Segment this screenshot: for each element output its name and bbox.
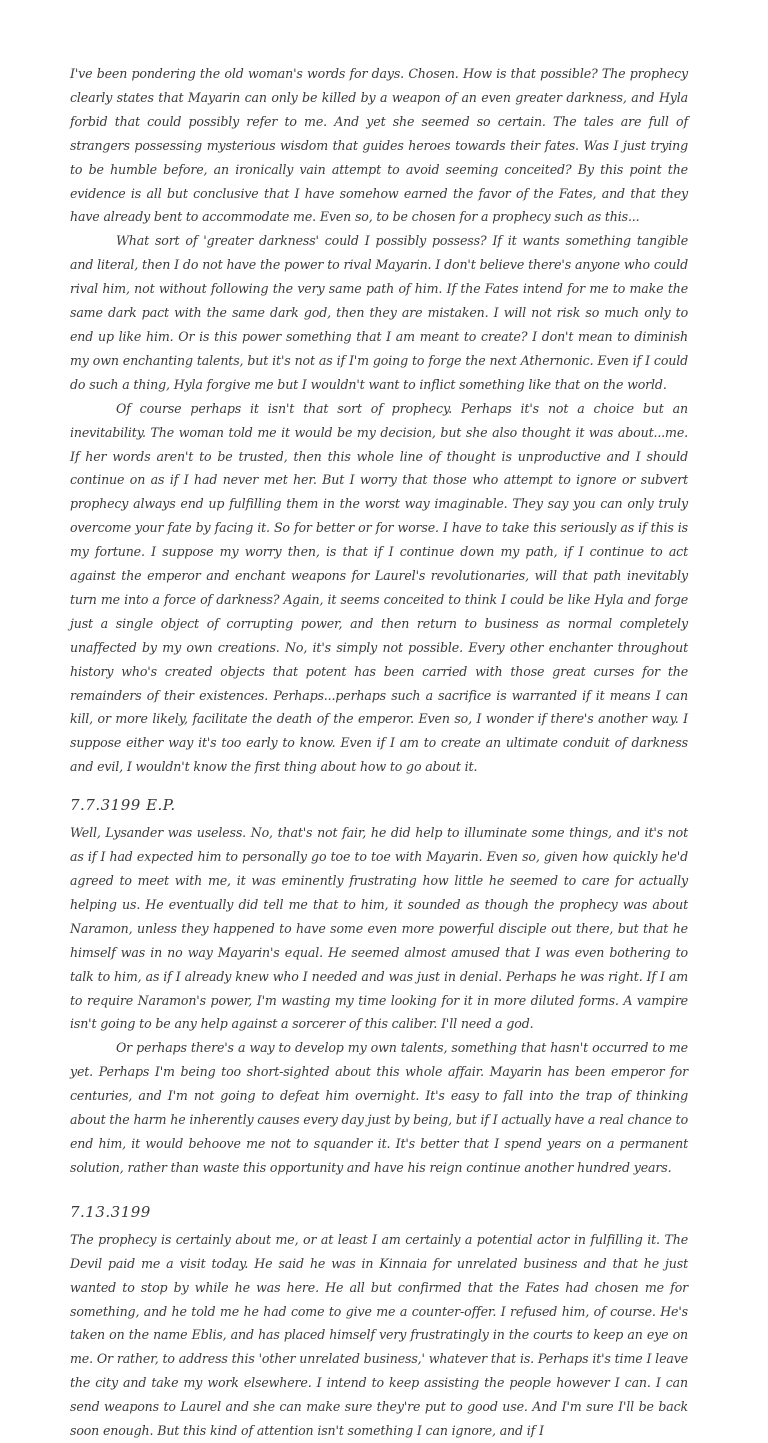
journal-page bbox=[70, 62, 688, 1443]
entry-date: 7.13.3199 bbox=[70, 1202, 151, 1221]
journal-paragraph: I've been pondering the old woman's words for days. Chosen. How is that possible? The prophecy clearly states that Mayarin can only be killed by a weapon of an even greater darkness, and Hyla forbid that could possibly refer to me. And yet she seemed so certain. The tales are full of strangers possessing mysterious wisdom that guides heroes towards their fates. Was I just trying to be humble before, an ironically vain attempt to avoid seeming conceited? By this point the evidence is all but conclusive that I have somehow earned the favor of the Fates, and that they have already bent to accommodate me. Even so, to be chosen for a prophecy such as this... bbox=[70, 66, 688, 225]
journal-paragraph: What sort of 'greater darkness' could I possibly possess? If it wants something tangible and literal, then I do not have the power to rival Mayarin. I don't believe there's anyone who could rival him, not without following the very same path of him. If the Fates intend for me to make the same dark pact with the same dark god, then they are mistaken. I will not risk so much only to end up like him. Or is this power something that I am meant to create? I don't mean to diminish my own enchanting talents, but it's not as if I'm going to forge the next Athernonic. Even if I could do such a thing, Hyla forgive me but I wouldn't want to inflict something like that on the world. bbox=[70, 233, 688, 392]
journal-paragraph: The prophecy is certainly about me, or at least I am certainly a potential actor in fulfilling it. The Devil paid me a visit today. He said he was in Kinnaia for unrelated business and that he just wanted to stop by while he was here. He all but confirmed that the Fates had chosen me for something, and he told me he had come to give me a counter-offer. I refused him, of course. He's taken on the name Eblis, and has placed himself very frustratingly in the courts to keep an eye on me. Or rather, to address this 'other unrelated business,' whatever that is. Perhaps it's time I leave the city and take my work elsewhere. I intend to keep assisting the people however I can. I can send weapons to Laurel and she can make sure they're put to good use. And I'm sure I'll be back soon enough. But this kind of attention isn't something I can ignore, and if I bbox=[70, 1231, 688, 1439]
journal-paragraph: Of course perhaps it isn't that sort of prophecy. Perhaps it's not a choice but an inevitability. The woman told me it would be my decision, but she also thought it was about...me. If her words aren't to be trusted, then this whole line of thought is unproductive and I should continue on as if I had never met her. But I worry that those who attempt to ignore or subvert prophecy always end up fulfilling them in the worst way imaginable. They say you can only truly overcome your fate by facing it. So for better or for worse. I have to take this seriously as if this is my fortune. I suppose my worry then, is that if I continue down my path, if I continue to act against the emperor and enchant weapons for Laurel's revolutionaries, will that path inevitably turn me into a force of darkness? Again, it seems conceited to think I could be like Hyla and forge just a single object of corrupting power, and then return to business as normal completely unaffected by my own creations. No, it's simply not possible. Every other enchanter throughout history who's created objects that potent has been carried with those great curses for the remainders of their existences. Perhaps...perhaps such a sacrifice is warranted if it means I can kill, or more likely, facilitate the death of the emperor. Even so, I wonder if there's another way. I suppose either way it's too early to know. Even if I am to create an ultimate conduit of darkness and evil, I wouldn't know the first thing about how to go about it. bbox=[70, 400, 688, 775]
journal-paragraph: Or perhaps there's a way to develop my own talents, something that hasn't occurred to me yet. Perhaps I'm being too short-sighted about this whole affair. Mayarin has been emperor for centuries, and I'm not going to defeat him overnight. It's easy to fall into the trap of thinking about the harm he inherently causes every day just by being, but if I actually have a real chance to end him, it would behoove me not to squander it. It's better that I spend years on a permanent solution, rather than waste this opportunity and have his reign continue another hundred years. bbox=[70, 1040, 688, 1175]
journal-paragraph: Well, Lysander was useless. No, that's not fair, he did help to illuminate some things, and it's not as if I had expected him to personally go toe to toe with Mayarin. Even so, given how quickly he'd agreed to meet with me, it was eminently frustrating how little he seemed to care for actually helping us. He eventually did tell me that to him, it sounded as though the prophecy was about Naramon, unless they happened to have some even more powerful disciple out there, but that he himself was in no way Mayarin's equal. He seemed almost amused that I was even bothering to talk to him, as if I already knew who I needed and was just in denial. Perhaps he was right. If I am to require Naramon's power, I'm wasting my time looking for it in more diluted forms. A vampire isn't going to be any help against a sorcerer of this caliber. I'll need a god. bbox=[70, 825, 688, 1032]
entry-date: 7.7.3199 E.P. bbox=[70, 796, 176, 815]
